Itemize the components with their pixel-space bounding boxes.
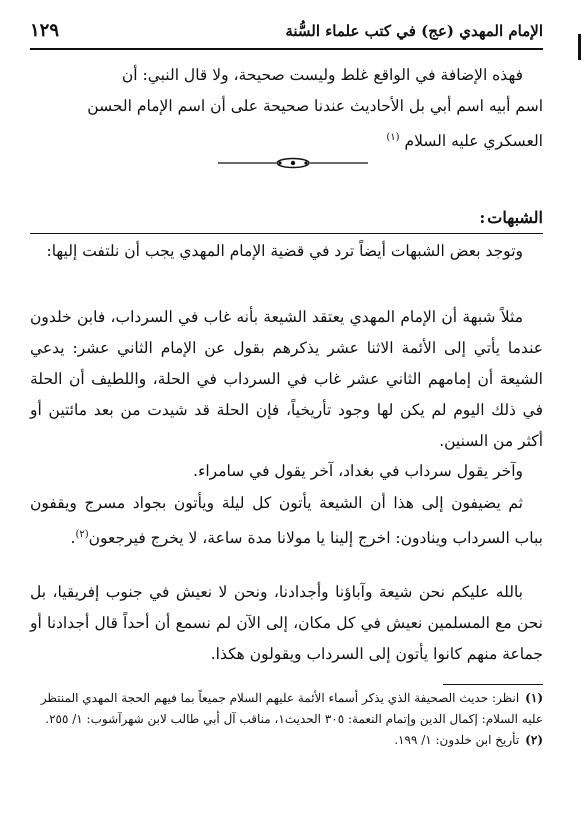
body-paragraph-1 [30,236,543,267]
intro-line-3-text: العسكري عليه السلام [404,132,543,151]
section-heading-colon: : [479,208,486,227]
paragraph-4-text: ثم يضيفون إلى هذا أن الشيعة يأتون كل ليلة ويأتون بجواد مسرج ويقفون بباب السرداب وينادون: اخرج إلينا يا مولانا مدة ساعة، لا يخرج فيرجعون [30,494,543,548]
intro-line-1: فهذه الإضافة في الواقع غلط وليست صحيحة، ولا قال النبي: أن [121,66,523,84]
intro-line-2: اسم أبيه اسم أبي بل الأحاديث عندنا صحيحة على أن اسم الإمام الحسن [87,97,543,115]
intro-line-3 [30,122,543,157]
running-header-title: الإمام المهدي (عج) في كتب علماء السُّنة [285,22,543,40]
paragraph-1-text: وتوجد بعض الشبهات أيضاً ترد في قضية الإمام المهدي يجب أن نلتفت إليها: [46,242,523,260]
section-divider-ornament [218,156,368,170]
paragraph-3-text: وآخر يقول سرداب في بغداد، آخر يقول في سامراء. [193,462,523,480]
section-heading-rule [30,233,543,234]
paragraph-5-text: بالله عليكم نحن شيعة وآباؤنا وأجدادنا، ونحن لا نعيش في جنوب إفريقيا، بل نحن مع المسلمين نعيش في كل مكان، إلى الآن لم نسمع أن أحداً قال أجدادنا أو جماعة منهم كانوا يأتون إلى السرداب ويقولون هكذا. [30,583,543,663]
paragraph-2-text: مثلاً شبهة أن الإمام المهدي يعتقد الشيعة بأنه غاب في السرداب، فابن خلدون عندما يأتي إلى الأئمة الاثنا عشر يذكرهم بقول عن الإمام الثاني عشر: يدعي الشيعة أن إمامهم الثاني عشر غاب في السرداب في الحلة، واللطيف أن الحلة في ذلك اليوم لم يكن لها وجود تأريخياً، فإن الحلة قد شيدت من بعد مائتين أو أكثر من السنين. [30,308,543,450]
footnote-ref-2: (٢) [75,529,89,540]
page-edge-mark [578,34,581,60]
body-paragraph-5 [30,577,543,670]
body-paragraph-3 [30,456,543,487]
body-paragraph-2 [30,302,543,457]
footnote-separator [443,684,543,685]
section-heading-text: الشبهات [487,208,543,227]
footnote-2-number: (٢) [525,733,543,747]
paragraph-4-end: . [70,529,76,548]
paragraph-4 [30,488,543,554]
footnote-2 [30,730,543,751]
section-heading [479,208,543,227]
footnote-ref-1: (١) [386,132,400,143]
running-header [30,18,543,50]
footnotes [30,688,543,751]
footnote-1-text: انظر: حديث الصحيفة الذي يذكر أسماء الأئمة عليهم السلام جميعاً بما فيهم الحجة المهدي المنتظر عليه السلام: إكمال الدين وإتمام النعمة: ٣٠٥ الحديث١، مناقب آل أبي طالب لابن شهرآشوب: ١/ ٢٥٥. [40,691,543,726]
intro-paragraph [30,60,543,157]
body-paragraph-4 [30,488,543,554]
footnote-1-number: (١) [525,691,543,705]
footnote-1 [30,688,543,730]
page-number: ١٢٩ [30,20,60,41]
footnote-2-text: تأريخ ابن خلدون: ١/ ١٩٩. [394,733,520,747]
